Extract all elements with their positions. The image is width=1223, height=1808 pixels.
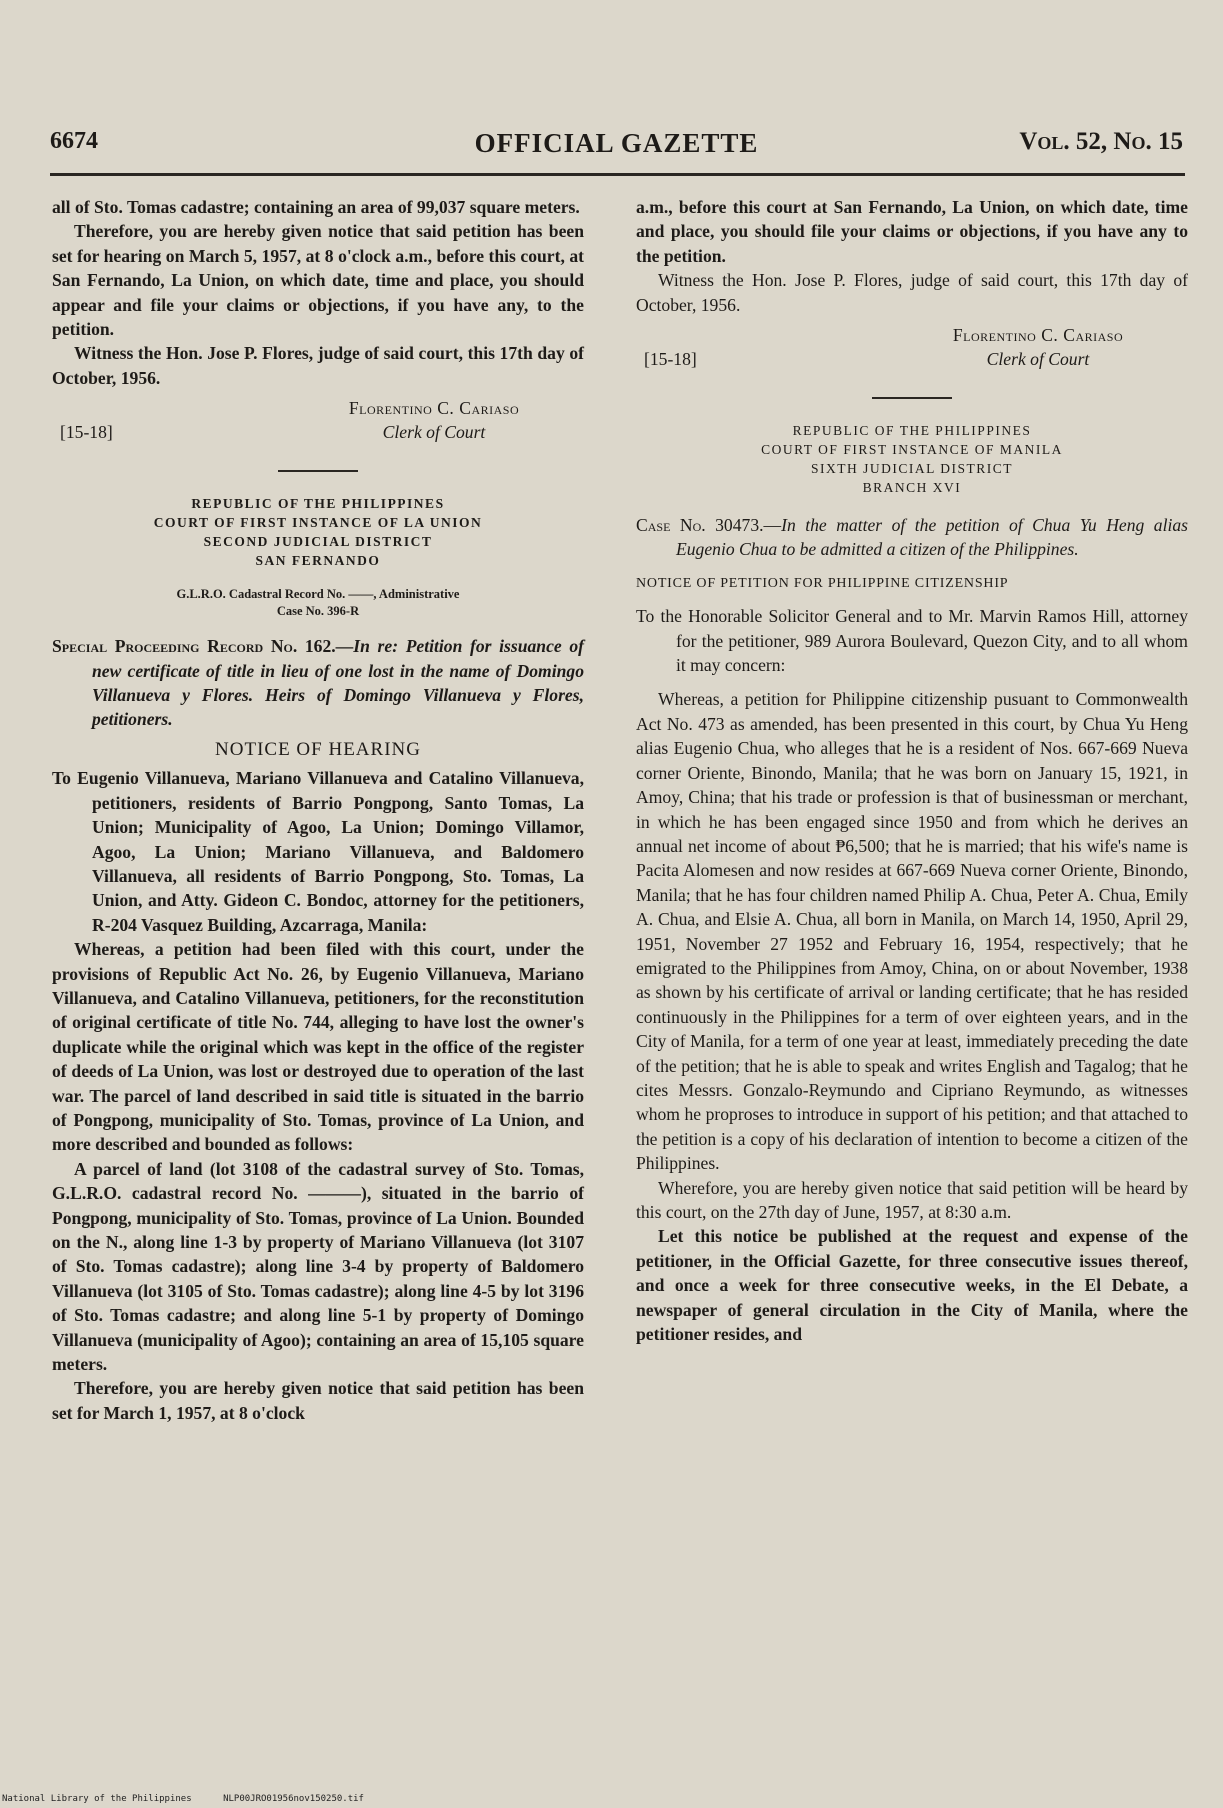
signer-role: Clerk of Court — [986, 349, 1090, 370]
paragraph: Therefore, you are hereby given notice that said petition has been set for March 1, 1957, at 8 o'clock — [52, 1378, 584, 1423]
notice-title: NOTICE OF PETITION FOR PHILIPPINE CITIZENSHIP — [636, 575, 1009, 591]
case-label: Case No. 30473.— — [636, 515, 782, 536]
signer-role: Clerk of Court — [382, 422, 486, 443]
court-heading — [636, 421, 1188, 497]
case-text: In re: Petition for issuance of new certificate of title in lieu of one lost in the name of Domingo Villanueva y Flores. Heirs of Domingo Villanueva y Flores, petitioners. — [92, 636, 584, 730]
paragraph: Whereas, a petition for Philippine citizenship pusuant to Commonwealth Act No. 473 as amended, has been presented in this court, by Chua Yu Heng alias Eugenio Chua, who alleges that he is a resident of Nos. 667-669 Nueva corner Oriente, Binondo, Manila; that he was born on January 15, 1921, in Amoy, China; that his trade or profession is that of businessman or merchant, in which he has been engaged since 1950 and from which he derives an annual net income of about ₱6,500; that he is married; that his wife's name is Pacita Alomesen and now resides at 667-669 Nueva corner Oriente, Binondo, Manila; that he has four children named Philip A. Chua, Peter A. Chua, Emily A. Chua, and Elsie A. Chua, all born in Manila, on March 14, 1950, April 29, 1951, November 27 1952 and February 16, 1954, respectively; that he emigrated to the Philippines from Amoy, China, on or about November, 1938 as shown by his certificate of arrival or landing certificate; that he has resided continuously in the Philippines for a term of over eighteen years, and in the City of Manila, for a term of one year at least, immediately preceding the date of the petition; that he is able to speak and writes English and Tagalog; that he cites Messrs. Gonzalo-Reymundo and Cipriano Reymundo, as witnesses whom he proproses to introduce in support of his petition; and that attached to the petition is a copy of his declaration of intention to become a citizen of the Philippines. — [636, 689, 1188, 1174]
court-heading — [52, 494, 584, 570]
file-name: NLP00JRO01956nov150250.tif — [223, 1794, 364, 1804]
signer-name: Florentino C. Cariaso — [348, 398, 520, 419]
library-name: National Library of the Philippines — [2, 1794, 192, 1804]
court-line: SAN FERNANDO — [255, 553, 381, 569]
paragraph: Witness the Hon. Jose P. Flores, judge of said court, this 17th day of October, 1956. — [52, 343, 584, 388]
paragraph: Witness the Hon. Jose P. Flores, judge of said court, this 17th day of October, 1956. — [636, 270, 1188, 315]
scan-footer — [0, 1794, 390, 1808]
court-line: COURT OF FIRST INSTANCE OF LA UNION — [153, 515, 483, 531]
notice-title: NOTICE OF HEARING — [215, 738, 421, 760]
page-number: 6674 — [50, 128, 98, 154]
paragraph: Wherefore, you are hereby given notice that said petition will be heard by this court, on the 27th day of June, 1957, at 8:30 a.m. — [636, 1177, 1188, 1222]
case-text: In the matter of the petition of Chua Yu Heng alias Eugenio Chua to be admitted a citizen of the Philippines. — [676, 515, 1188, 560]
publication-title: OFFICIAL GAZETTE — [474, 128, 759, 158]
section-divider — [872, 397, 952, 399]
header-rule — [50, 173, 1185, 176]
court-line: COURT OF FIRST INSTANCE OF MANILA — [761, 442, 1063, 458]
court-line: REPUBLIC OF THE PHILIPPINES — [792, 423, 1032, 439]
addressees: To the Honorable Solicitor General and to Mr. Marvin Ramos Hill, attorney for the petitioner, 989 Aurora Boulevard, Quezon City, and to all whom it may concern: — [636, 606, 1188, 676]
right-column — [636, 195, 1188, 1346]
issue-range: [15-18] — [60, 422, 113, 443]
volume-label: Vol. 52, No. 15 — [1019, 128, 1183, 155]
record-line: G.L.R.O. Cadastral Record No. ——, Administrative — [176, 587, 460, 602]
court-line: SIXTH JUDICIAL DISTRICT — [811, 461, 1013, 477]
left-column — [52, 195, 584, 1425]
paragraph: all of Sto. Tomas cadastre; containing an area of 99,037 square meters. — [52, 197, 580, 217]
addressees: To Eugenio Villanueva, Mariano Villanueva and Catalino Villanueva, petitioners, residents of Barrio Pongpong, Santo Tomas, La Union; Municipality of Agoo, La Union; Domingo Villamor, Agoo, La Union; Mariano Villanueva, and Baldomero Villanueva, all residents of Barrio Pongpong, Sto. Tomas, La Union, and Atty. Gideon C. Bondoc, attorney for the petitioners, R-204 Vasquez Building, Azcarraga, Manila: — [52, 768, 584, 935]
paragraph: A parcel of land (lot 3108 of the cadastral survey of Sto. Tomas, G.L.R.O. cadastral record No. ———), situated in the barrio of Pongpong, municipality of Sto. Tomas, province of La Union. Bounded on the N., along line 1-3 by property of Mariano Villanueva (lot 3107 of Sto. Tomas cadastre); along line 3-4 by property of Baldomero Villanueva (lot 3105 of Sto. Tomas cadastre); along line 4-5 by lot 3196 of Sto. Tomas cadastre; and along line 5-1 by property of Domingo Villanueva (municipality of Agoo); containing an area of 15,105 square meters. — [52, 1158, 584, 1375]
court-line: BRANCH XVI — [862, 480, 962, 496]
court-line: REPUBLIC OF THE PHILIPPINES — [191, 496, 445, 512]
case-caption — [636, 513, 1188, 562]
case-label: Special Proceeding Record No. 162.— — [52, 636, 354, 657]
paragraph: Let this notice be published at the request and expense of the petitioner, in the Official Gazette, for three consecutive issues thereof, and once a week for three consecutive weeks, in the El Debate, a newspaper of general circulation in the City of Manila, where the petitioner resides, and — [636, 1226, 1188, 1345]
signer-name: Florentino C. Cariaso — [952, 325, 1124, 346]
issue-range: [15-18] — [644, 349, 697, 370]
signature-block — [52, 396, 584, 448]
record-number — [52, 586, 584, 620]
paragraph: Therefore, you are hereby given notice that said petition has been set for hearing on March 5, 1957, at 8 o'clock a.m., before this court, at San Fernando, La Union, on which date, time and place, you should appear and file your claims or objections, if you have any, to the petition. — [52, 221, 584, 340]
paragraph: Whereas, a petition had been filed with this court, under the provisions of Republic Act No. 26, by Eugenio Villanueva, Mariano Villanueva, and Catalino Villanueva, petitioners, for the reconstitution of original certificate of title No. 744, alleging to have lost the owner's duplicate while the original which was kept in the office of the register of deeds of La Union, was lost or destroyed due to operation of the last war. The parcel of land described in said title is situated in the barrio of Pongpong, municipality of Sto. Tomas, province of La Union, and more described and bounded as follows: — [52, 939, 584, 1155]
signature-block — [636, 323, 1188, 375]
page-header — [50, 128, 1183, 164]
section-divider — [278, 470, 358, 472]
paragraph: a.m., before this court at San Fernando, La Union, on which date, time and place, you should file your claims or objections, if you have any to the petition. — [636, 197, 1188, 266]
court-line: SECOND JUDICIAL DISTRICT — [203, 534, 433, 550]
record-line: Case No. 396-R — [276, 604, 360, 619]
case-caption — [52, 634, 584, 732]
